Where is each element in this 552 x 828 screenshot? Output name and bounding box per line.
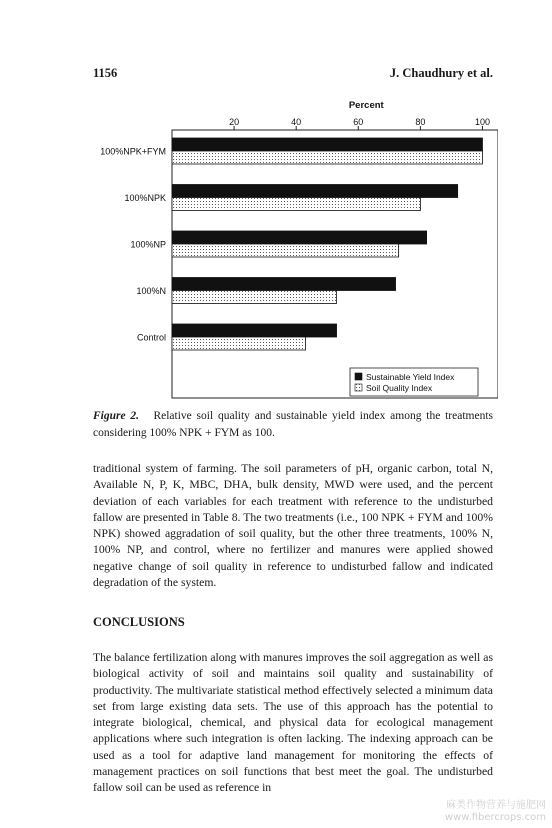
section-heading-conclusions: CONCLUSIONS bbox=[93, 615, 185, 629]
running-authors: J. Chaudhury et al. bbox=[389, 66, 493, 80]
x-tick-label: 20 bbox=[229, 117, 240, 127]
legend-label: Soil Quality Index bbox=[366, 383, 433, 393]
category-label: 100%N bbox=[136, 286, 166, 296]
watermark-line-1: 麻类作物营养与施肥网 bbox=[446, 800, 546, 811]
bar-soil-quality-index bbox=[172, 244, 399, 257]
legend-swatch-sustainable-yield-index bbox=[355, 373, 362, 380]
x-tick-label: 60 bbox=[353, 117, 364, 127]
figure-caption bbox=[93, 408, 493, 442]
legend-swatch-soil-quality-index bbox=[355, 384, 362, 391]
legend-label: Sustainable Yield Index bbox=[366, 372, 455, 382]
plot-frame bbox=[172, 130, 498, 398]
category-label: 100%NP bbox=[130, 239, 166, 250]
bar-soil-quality-index bbox=[172, 337, 306, 350]
running-header bbox=[93, 66, 493, 82]
chart-title: Percent bbox=[348, 100, 384, 111]
category-label: 100%NPK bbox=[124, 193, 166, 203]
watermark bbox=[445, 800, 546, 824]
bar-sustainable-yield-index bbox=[172, 231, 427, 244]
figure-caption-text: Relative soil quality and sustainable yield index among the treatments considering 100% NPK + FYM as 100. bbox=[93, 410, 494, 439]
body-paragraph-1: traditional system of farming. The soil parameters of pH, organic carbon, total N, Available N, P, K, MBC, DHA, bulk density, MWD were used, and the percent deviation of each variables for each treatment with reference to the undisturbed fallow are presented in Table 8. The two treatments (i.e., 100 NPK + FYM and 100% NPK) showed aggradation of soil quality, but the other three treatments, 100% N, 100% NP, and control, where no fertilizer and manures were applied showed negative change of soil quality in reference to undisturbed fallow and indicated degradation of the system. bbox=[93, 462, 493, 590]
bar-sustainable-yield-index bbox=[172, 324, 337, 337]
x-tick-label: 100 bbox=[474, 117, 490, 127]
page-number: 1156 bbox=[93, 66, 118, 80]
watermark-line-2: www.fibercrops.com bbox=[444, 812, 546, 823]
x-tick-label: 40 bbox=[291, 117, 302, 127]
bar-soil-quality-index bbox=[172, 198, 420, 211]
category-label: 100%NPK+FYM bbox=[100, 146, 166, 157]
body-paragraph-2: The balance fertilization along with manures improves the soil aggregation as well as biological activity of soil and maintains soil quality and sustainability of productivity. The multivariate statistical method effectively selected a minimum data set from large existing data sets. The use of this approach has the potential to integrate biological, chemical, and physical data for ecological management applications where such integration is often lacking. The indexing approach can be used as a tool for adaptive land management for monitoring the effects of management practices on soil functions that best meet the goal. The undisturbed fallow soil can be used as reference in bbox=[93, 651, 493, 795]
bar-soil-quality-index bbox=[172, 291, 337, 304]
category-label: Control bbox=[136, 332, 166, 343]
figure-label: Figure 2. bbox=[93, 410, 140, 422]
x-tick-label: 80 bbox=[415, 117, 426, 127]
bar-sustainable-yield-index bbox=[172, 278, 396, 291]
bar-chart bbox=[88, 92, 498, 402]
bar-soil-quality-index bbox=[172, 151, 482, 164]
bar-sustainable-yield-index bbox=[172, 138, 482, 151]
bar-sustainable-yield-index bbox=[172, 185, 458, 198]
